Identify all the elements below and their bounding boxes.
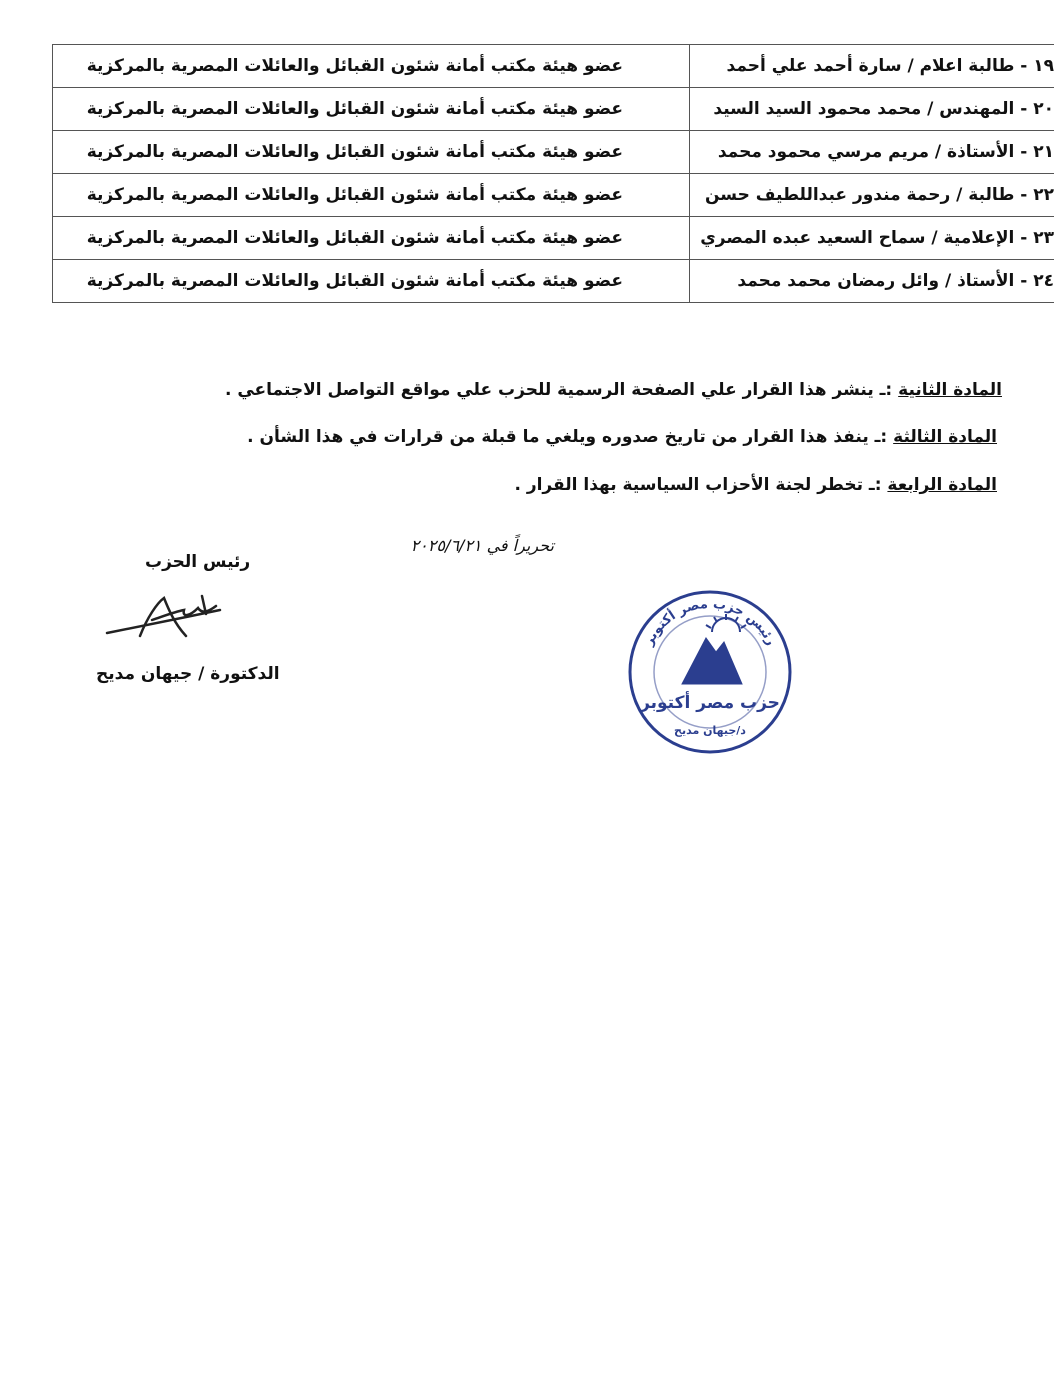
table-row (53, 45, 1054, 88)
stamp-main-text: حزب مصر أكتوبر (640, 693, 780, 713)
article-fourth (514, 475, 997, 495)
article-label: المادة الثانية (898, 380, 1002, 400)
member-role-cell: عضو هيئة مكتب أمانة شئون القبائل والعائلات المصرية بالمركزية (53, 45, 690, 88)
president-title: رئيس الحزب (145, 552, 251, 572)
article-text: :ـ تخطر لجنة الأحزاب السياسية بهذا القرار . (514, 475, 888, 495)
member-name-cell: ٢١ - الأستاذة / مريم مرسي محمود محمد (690, 131, 1054, 174)
members-table (52, 44, 1054, 303)
stamp-top-text: رئيس حزب مصر أكتوبر (641, 596, 779, 649)
article-third (247, 427, 997, 447)
stamp-bottom-text: د/جيهان مديح (674, 724, 746, 737)
signature (102, 588, 232, 648)
mountain-sun-icon (682, 614, 746, 684)
party-stamp (624, 586, 796, 758)
member-name-cell: ٢٤ - الأستاذ / وائل رمضان محمد محمد (690, 260, 1054, 303)
date-line: تحريراً في ٢٠٢٥/٦/٢١ (410, 536, 554, 555)
article-second (225, 380, 1002, 400)
member-name-cell: ١٩ - طالبة اعلام / سارة أحمد علي أحمد (690, 45, 1054, 88)
table-row (53, 260, 1054, 303)
president-name: الدكتورة / جيهان مديح (96, 664, 280, 684)
table-row (53, 131, 1054, 174)
article-label: المادة الثالثة (893, 427, 997, 447)
table-row (53, 88, 1054, 131)
member-name-cell: ٢٢ - طالبة / رحمة مندور عبداللطيف حسن (690, 174, 1054, 217)
article-label: المادة الرابعة (887, 475, 997, 495)
svg-text:رئيس حزب مصر أكتوبر (641, 597, 778, 649)
article-text: :ـ ينفذ هذا القرار من تاريخ صدوره ويلغي ما قبلة من قرارات في هذا الشأن . (247, 427, 894, 447)
article-text: :ـ ينشر هذا القرار علي الصفحة الرسمية للحزب علي مواقع التواصل الاجتماعي . (224, 380, 899, 400)
member-role-cell: عضو هيئة مكتب أمانة شئون القبائل والعائلات المصرية بالمركزية (53, 217, 690, 260)
member-role-cell: عضو هيئة مكتب أمانة شئون القبائل والعائلات المصرية بالمركزية (53, 174, 690, 217)
member-role-cell: عضو هيئة مكتب أمانة شئون القبائل والعائلات المصرية بالمركزية (53, 131, 690, 174)
member-name-cell: ٢٣ - الإعلامية / سماح السعيد عبده المصري (690, 217, 1054, 260)
member-role-cell: عضو هيئة مكتب أمانة شئون القبائل والعائلات المصرية بالمركزية (53, 88, 690, 131)
member-name-cell: ٢٠ - المهندس / محمد محمود السيد السيد (690, 88, 1054, 131)
table-row (53, 174, 1054, 217)
table-row (53, 217, 1054, 260)
member-role-cell: عضو هيئة مكتب أمانة شئون القبائل والعائلات المصرية بالمركزية (53, 260, 690, 303)
